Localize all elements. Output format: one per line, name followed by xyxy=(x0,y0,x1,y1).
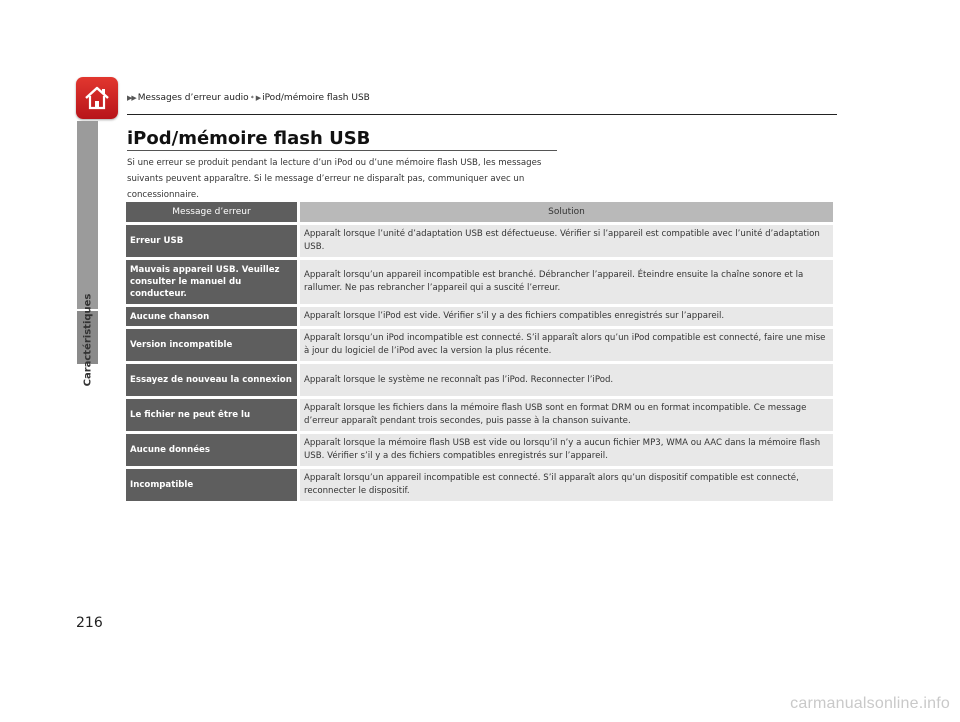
header-divider xyxy=(127,114,837,115)
error-message-cell: Mauvais appareil USB. Veuillez consulter le manuel du conducteur. xyxy=(126,260,297,304)
table-row xyxy=(126,469,833,501)
home-button[interactable] xyxy=(76,77,118,119)
solution-cell: Apparaît lorsque les fichiers dans la mémoire flash USB sont en format DRM ou en format incompatible. Ce message d’erreur apparaît pendant trois secondes, puis passe à la chanson suivante. xyxy=(300,399,833,431)
page-number: 216 xyxy=(76,615,103,631)
table-row xyxy=(126,225,833,257)
breadcrumb-arrow-icon: ▶ xyxy=(255,94,261,102)
solution-cell: Apparaît lorsqu’un appareil incompatible est connecté. S’il apparaît alors qu’un dispositif compatible est connecté, reconnecter le dispositif. xyxy=(300,469,833,501)
error-message-cell: Version incompatible xyxy=(126,329,297,361)
error-message-cell: Erreur USB xyxy=(126,225,297,257)
error-message-table xyxy=(126,202,833,504)
breadcrumb xyxy=(127,93,370,103)
error-message-cell: Aucune chanson xyxy=(126,307,297,326)
table-header xyxy=(126,202,833,222)
home-icon xyxy=(83,85,111,111)
error-message-cell: Le fichier ne peut être lu xyxy=(126,399,297,431)
solution-cell: Apparaît lorsque l’iPod est vide. Vérifier s’il y a des fichiers compatibles enregistrés sur l’appareil. xyxy=(300,307,833,326)
column-header-message: Message d’erreur xyxy=(126,202,297,222)
intro-paragraph: Si une erreur se produit pendant la lecture d’un iPod ou d’une mémoire flash USB, les messages suivants peuvent apparaître. Si le message d’erreur ne disparaît pas, communiquer avec un concessionnaire. xyxy=(127,158,542,200)
solution-cell: Apparaît lorsqu’un iPod incompatible est connecté. S’il apparaît alors qu’un iPod compatible est connecté, faire une mise à jour du logiciel de l’iPod avec la version la plus récente. xyxy=(300,329,833,361)
column-header-solution: Solution xyxy=(300,202,833,222)
error-message-cell: Incompatible xyxy=(126,469,297,501)
sidebar-tab xyxy=(77,121,98,309)
solution-cell: Apparaît lorsqu’un appareil incompatible est branché. Débrancher l’appareil. Éteindre ensuite la chaîne sonore et la rallumer. Ne pas rebrancher l’appareil qui a suscité l’erreur. xyxy=(300,260,833,304)
solution-cell: Apparaît lorsque la mémoire flash USB est vide ou lorsqu’il n’y a aucun fichier MP3, WMA ou AAC dans la mémoire flash USB. Vérifier s’il y a des fichiers compatibles enregistrés sur l’appareil. xyxy=(300,434,833,466)
table-row xyxy=(126,307,833,326)
title-divider xyxy=(127,150,557,151)
reference-mark: * xyxy=(250,94,254,102)
error-message-cell: Essayez de nouveau la connexion xyxy=(126,364,297,396)
table-row xyxy=(126,260,833,304)
watermark: carmanualsonline.info xyxy=(790,695,950,712)
breadcrumb-arrow-icon: ▶▶ xyxy=(127,94,136,102)
breadcrumb-current: iPod/mémoire flash USB xyxy=(262,93,370,103)
solution-cell: Apparaît lorsque l’unité d’adaptation USB est défectueuse. Vérifier si l’appareil est compatible avec l’unité d’adaptation USB. xyxy=(300,225,833,257)
page-title: iPod/mémoire flash USB xyxy=(127,128,371,149)
solution-cell: Apparaît lorsque le système ne reconnaît pas l’iPod. Reconnecter l’iPod. xyxy=(300,364,833,396)
breadcrumb-link-audio-errors[interactable]: Messages d’erreur audio xyxy=(137,93,249,103)
table-row xyxy=(126,399,833,431)
table-row xyxy=(126,329,833,361)
error-message-cell: Aucune données xyxy=(126,434,297,466)
table-row xyxy=(126,434,833,466)
table-row xyxy=(126,364,833,396)
sidebar-section-label: Caractéristiques xyxy=(82,293,94,387)
